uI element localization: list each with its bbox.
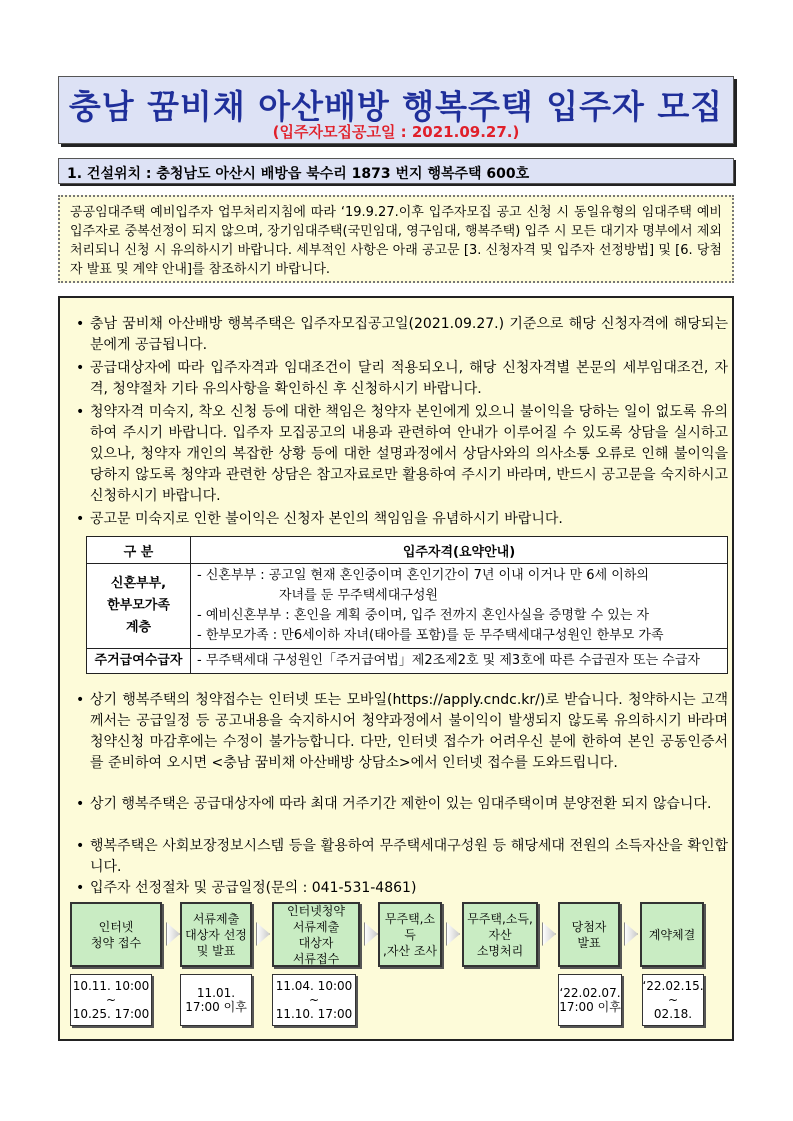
bullet-supply-basis: • 충남 꿈비채 아산배방 행복주택은 입주자모집공고일(2021.09.27.) 기준으로 해당 신청자격에 해당되는 분에게 공급됩니다. <box>76 314 728 356</box>
date-internet-application <box>70 974 152 1026</box>
step-label: 서류접수 <box>292 951 340 966</box>
step-label: 자산 <box>488 927 512 942</box>
announcement-date: (입주자모집공고일 : 2021.09.27.) <box>272 123 520 141</box>
description-line: - 예비신혼부부 : 혼인을 계획 중이며, 입주 전까지 혼인사실을 증명할 수 있는 자 <box>197 608 650 623</box>
step-label: ,자산 조사 <box>383 943 437 958</box>
date-document-selection <box>180 974 252 1026</box>
date-document-submission <box>272 974 356 1026</box>
date-line: 02.18. <box>653 1007 693 1021</box>
step-label: 및 발표 <box>196 943 236 958</box>
bullet-disadvantage: • 공고문 미숙지로 인한 불이익은 신청자 본인의 책임임을 유념하시기 바랍니다. <box>76 509 728 530</box>
notice-text: 공공임대주택 예비입주자 업무처리지침에 따라 ‘19.9.27.이후 입주자모집 공고 신청 시 동일유형의 임대주택 예비 입주자로 중복선정이 되지 않으며, 장기임대주택(국민임대, 영구임대, 행복주택) 입주 시 모든 대기자 명부에서 제외 처리되니 신청 시 유의하시기 바랍니다. 세부적인 사항은 아래 공고문 [3. 신청자격 및 입주자 선정방법] 및 [6. 당첨자 발표 및 계약 안내]를 참조하시기 바랍니다. <box>70 205 722 277</box>
step-internet-application <box>70 902 162 967</box>
step-document-selection <box>180 902 252 967</box>
arrow-right-icon <box>256 922 270 946</box>
description-line: - 신혼부부 : 공고일 현재 혼인중이며 혼인기간이 7년 이내 이거나 만 6세 이하의 <box>197 568 649 583</box>
step-label: 인터넷청약 <box>287 903 345 918</box>
date-line: 17:00 이후 <box>185 1000 247 1014</box>
table-header-row <box>87 537 728 564</box>
bullet-schedule-heading: • 입주자 선정절차 및 공급일정(문의 : 041-531-4861) <box>76 878 728 899</box>
step-label: 서류제출 <box>192 911 240 926</box>
category-line: 계층 <box>125 620 152 635</box>
arrow-right-icon <box>542 922 556 946</box>
step-label: 인터넷 <box>98 919 134 934</box>
date-line: ~ <box>105 993 117 1007</box>
bullet-residence-limit: • 상기 행복주택은 공급대상자에 따라 최대 거주기간 제한이 있는 임대주택이며 분양전환 되지 않습니다. <box>76 794 728 815</box>
eligibility-table <box>86 536 728 674</box>
step-label: 당첨자 <box>571 919 607 934</box>
arrow-right-icon <box>624 922 638 946</box>
page-title: 충남 꿈비채 아산배방 행복주택 입주자 모집 <box>68 87 724 126</box>
arrow-right-icon <box>364 922 378 946</box>
bullet-income-check: • 행복주택은 사회보장정보시스템 등을 활용하여 무주택세대구성원 등 해당세대 전원의 소득자산을 확인합니다. <box>76 836 728 878</box>
date-line: ~ <box>308 993 320 1007</box>
table-header-category: 구 분 <box>87 537 191 564</box>
table-cell-category <box>87 649 191 674</box>
arrow-right-icon <box>166 922 180 946</box>
table-row <box>87 649 728 674</box>
bullet-conditions: • 공급대상자에 따라 입주자격과 임대조건이 달리 적용되오니, 해당 신청자격별 본문의 세부임대조건, 자격, 청약절차 기타 유의사항을 확인하신 후 신청하시기 바랍니다. <box>76 358 728 400</box>
step-label: 무주택,소득, <box>467 911 533 926</box>
notice-box <box>58 195 734 283</box>
date-line: ‘22.02.15. <box>642 979 704 993</box>
description-line: 자녀를 둔 무주택세대구성원 <box>279 588 438 603</box>
category-line: 주거급여수급자 <box>94 653 183 668</box>
step-income-asset-review <box>378 902 442 967</box>
category-line: 한부모가족 <box>107 598 170 613</box>
category-line: 신혼부부, <box>110 576 167 591</box>
date-line: 11.10. 17:00 <box>275 1007 353 1021</box>
table-cell-description <box>191 649 728 674</box>
step-label: 발표 <box>577 935 601 950</box>
date-line: 10.11. 10:00 <box>72 979 150 993</box>
step-label: 서류제출 <box>292 919 340 934</box>
date-line: 17:00 이후 <box>559 1000 621 1014</box>
table-cell-category <box>87 564 191 649</box>
step-label: 대상자 <box>298 935 334 950</box>
step-winner-announcement <box>558 902 620 967</box>
description-line: - 무주택세대 구성원인「주거급여법」제2조제2호 및 제3호에 따른 수급권자 또는 수급자 <box>197 653 700 668</box>
step-label: 계약체결 <box>648 927 696 942</box>
step-label: 무주택,소득 <box>384 911 436 942</box>
date-line: ‘22.02.07. <box>559 986 621 1000</box>
main-content-box <box>58 296 734 1041</box>
date-line: 10.25. 17:00 <box>72 1007 150 1021</box>
bullet-responsibility: • 청약자격 미숙지, 착오 신청 등에 대한 책임은 청약자 본인에게 있으니 불이익을 당하는 일이 없도록 유의하여 주시기 바랍니다. 입주자 모집공고의 내용과 관련하여 안내가 이루어질 수 있도록 상담을 실시하고 있으나, 청약자 개인의 복잡한 상황 등에 대한 설명과정에서 상담사와의 의사소통 오류로 인해 불이익을 당하지 않도록 청약과 관련한 상담은 참고자료로만 활용하여 주시기 바라며, 반드시 공고문을 숙지하시고 신청하시기 바랍니다. <box>76 402 728 507</box>
arrow-right-icon <box>446 922 460 946</box>
step-label: 소명처리 <box>476 943 524 958</box>
step-contract <box>640 902 704 967</box>
bullet-application-method: • 상기 행복주택의 청약접수는 인터넷 또는 모바일(https://apply.cndc.kr/)로 받습니다. 청약하시는 고객께서는 공급일정 등 공고내용을 숙지하시어 청약과정에서 불이익이 발생되지 않도록 유의하시기 바라며 청약신청 마감후에는 수정이 불가능합니다. 다만, 인터넷 접수가 어려우신 분에 한하여 본인 공동인증서를 준비하여 오시면 <충남 꿈비채 아산배방 상담소>에서 인터넷 접수를 도와드립니다. <box>76 690 728 774</box>
step-label: 대상자 선정 <box>185 927 247 942</box>
table-header-eligibility: 입주자격(요약안내) <box>191 537 728 564</box>
step-label: 청약 접수 <box>90 935 142 950</box>
description-line: - 한부모가족 : 만6세이하 자녀(태아를 포함)를 둔 무주택세대구성원인 한부모 가족 <box>197 628 664 643</box>
table-cell-description <box>191 564 728 649</box>
date-winner-announcement <box>558 974 622 1026</box>
construction-location: 1. 건설위치 : 충청남도 아산시 배방읍 북수리 1873 번지 행복주택 600호 <box>58 158 734 184</box>
date-line: 11.04. 10:00 <box>275 979 353 993</box>
step-document-submission <box>272 902 360 967</box>
date-contract <box>642 974 704 1026</box>
table-row <box>87 564 728 649</box>
title-box <box>58 76 734 144</box>
date-line: ~ <box>667 993 679 1007</box>
step-explanation-process <box>462 902 538 967</box>
date-line: 11.01. <box>196 986 236 1000</box>
